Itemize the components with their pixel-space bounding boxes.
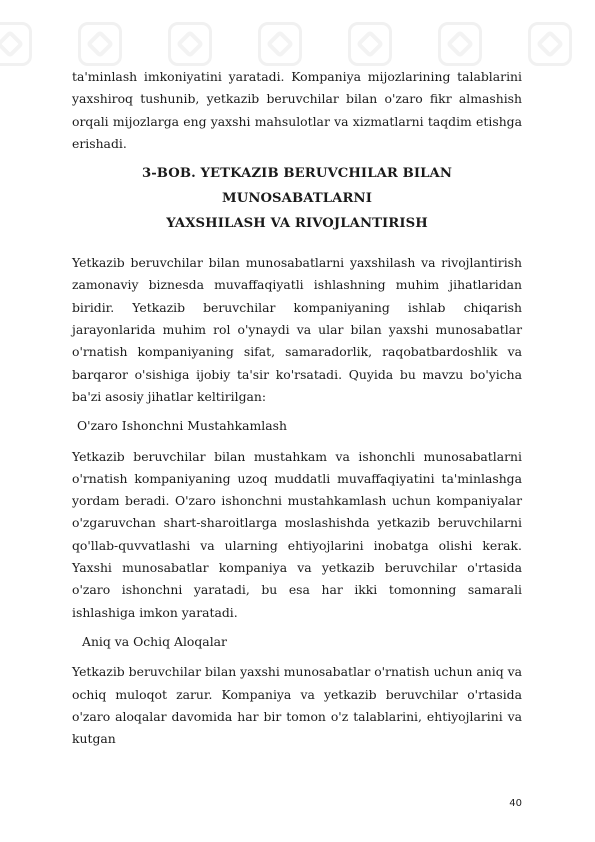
chapter-heading-line-2: YAXSHILASH VA RIVOJLANTIRISH xyxy=(166,216,428,232)
page-number: 40 xyxy=(509,798,522,809)
section-paragraph-communication: Yetkazib beruvchilar bilan yaxshi munosabatlar o'rnatish uchun aniq va ochiq muloqot zarur. Kompaniya va yetkazib beruvchilar o'rtasida o'zaro aloqalar davomida har bir tomon o'z talablarini, ehtiyojlarini va kutgan xyxy=(72,664,522,747)
document-body xyxy=(72,66,522,750)
section-paragraph-trust: Yetkazib beruvchilar bilan mustahkam va ishonchli munosabatlarni o'rnatish kompaniyaning uzoq muddatli muvaffaqiyatini ta'minlashga yordam beradi. O'zaro ishonchni mustahkamlash uchun kompaniyalar o'zgaruvchan shart-sharoitlarga moslashishda yetkazib beruvchilarni qo'llab-quvvatlashi va ularning ehtiyojlarini inobatga olishi kerak. Yaxshi munosabatlar kompaniya va yetkazib beruvchilar o'rtasida o'zaro ishonchni yaratadi, bu esa har ikki tomonning samarali ishlashiga imkon yaratadi. xyxy=(72,448,522,620)
section-title-communication: Aniq va Ochiq Aloqalar xyxy=(82,633,227,649)
chapter-heading xyxy=(72,161,522,236)
section-title-trust: O'zaro Ishonchni Mustahkamlash xyxy=(77,418,287,434)
chapter-heading-line-1: 3-BOB. YETKAZIB BERUVCHILAR BILAN MUNOSABATLARNI xyxy=(141,166,453,207)
intro-paragraph: ta'minlash imkoniyatini yaratadi. Kompaniya mijozlarining talablarini yaxshiroq tushunib, yetkazib beruvchilar bilan o'zaro fikr almashish orqali mijozlarga eng yaxshi mahsulotlar va xizmatlarni taqdim etishga erishadi. xyxy=(72,69,522,151)
chapter-paragraph: Yetkazib beruvchilar bilan munosabatlarni yaxshilash va rivojlantirish zamonaviy biznesda muvaffaqiyatli ishlashning muhim jihatlaridan biridir. Yetkazib beruvchilar kompaniyaning ishlab chiqarish jarayonlarida muhim rol o'ynaydi va ular bilan yaxshi munosabatlar o'rnatish kompaniyaning sifat, samaradorlik, raqobatbardoshlik va barqaror o'sishiga ijobiy ta'sir ko'rsatadi. Quyida bu mavzu bo'yicha ba'zi asosiy jihatlar keltirilgan: xyxy=(72,255,522,404)
